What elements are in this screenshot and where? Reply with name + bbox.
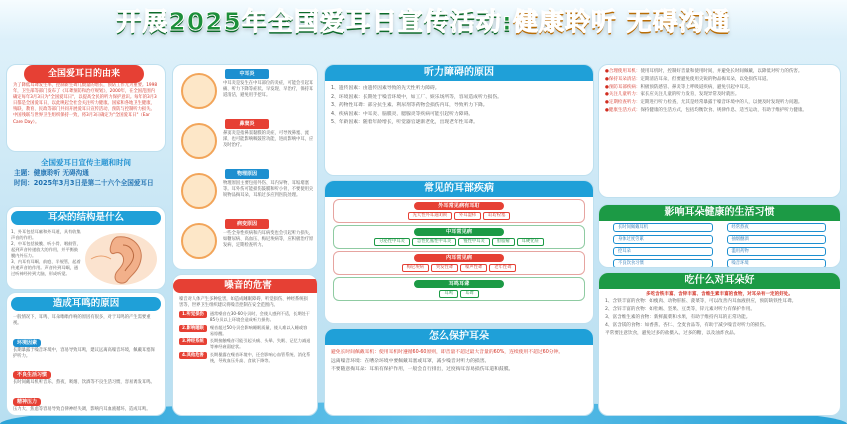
disease-tag: 分泌性中耳炎 bbox=[374, 238, 410, 246]
title-highlight: 健康聆听 无碍沟通 bbox=[512, 7, 731, 36]
disease-tag: 慢性中耳炎 bbox=[458, 238, 489, 246]
tip-head-5: ●定期检查听力： bbox=[605, 100, 641, 106]
cause-desc-1: 长期暴露于噪音环境中，容易导致耳鸣，建议远离高噪音环境，佩戴耳塞保护听力。 bbox=[13, 347, 155, 359]
disease-tag: 先天性外耳道闭锁 bbox=[408, 212, 452, 220]
diseases-heading: 常见的耳部疾病 bbox=[325, 181, 593, 197]
disease-group-head-3: 内耳常见病 bbox=[414, 254, 504, 262]
ear-structure-heading: 耳朵的结构是什么 bbox=[11, 211, 161, 225]
ear-illustration bbox=[81, 229, 161, 289]
ear-icon-1 bbox=[181, 73, 217, 109]
habits-panel bbox=[598, 204, 841, 268]
origin-text: 为了降低耳聋发生率，控制新生聋儿数量的增长，预防工作尤为重要。1998年，卫生部等部门发布了《耳聋预防和治疗规划》，2000年，在全国范围内确定每年3月3日为"全国爱耳日"，以提高全民的听力保护意识。每年的3月3日都是全国爱耳日，以此唤起全社会关注听力健康。国家和各地卫生健康、残联、教育、民政等部门共同开展爱耳日宣传活动，预防与控制听力损失。中国残联与世界卫生组织保持一致，将3月3日确定为"全国爱耳日"（Ear Care Day）。 bbox=[13, 83, 158, 125]
tip-text-6: 保持健康的生活方式，包括均衡饮食、规律作息、适当运动，有助于维护听力健康。 bbox=[640, 107, 807, 113]
disease-group-head-4: 耳鸣耳聋 bbox=[414, 280, 504, 288]
habit-item: 挖耳朵 bbox=[613, 247, 713, 256]
ear-structure-text bbox=[11, 229, 81, 289]
food-note: 平常要注意饮食，避免过多的盐摄入、过多的糖，以及油炸食品。 bbox=[605, 331, 739, 337]
tinnitus-causes-panel bbox=[6, 292, 166, 416]
food-item-2: 2、含锌丰富的食物：如牡蛎、坚果、豆类等，锌元素对听力有保护作用。 bbox=[605, 307, 755, 313]
origin-heading: 全国爱耳日的由来 bbox=[24, 65, 144, 83]
ear-structure-panel bbox=[6, 206, 166, 290]
section-label-2: 鼻窦炎 bbox=[225, 119, 269, 129]
disease-tag: 耵聍栓塞 bbox=[483, 212, 510, 220]
disease-tag: 胆脂瘤 bbox=[492, 238, 515, 246]
tip-text-2: 定期清洁耳朵，但要避免使用尖锐的物品掏耳朵，以免损伤耳道。 bbox=[640, 76, 771, 82]
disease-group-head-2: 中耳常见病 bbox=[414, 228, 504, 236]
ear-item-1: 1、外耳包括耳廓和外耳道，具有收集声音的作用。 bbox=[11, 229, 81, 240]
section-text-4: 一些全身性疾病和内耳病变也会引起听力损失，如糖尿病、高血压、梅尼埃病等，应积极治疗原发病，定期检查听力。 bbox=[223, 231, 314, 249]
protect-item-3: 不要随意掏耳朵：耳垢有保护作用，一般会自行排出，过度掏耳容易损伤耳道和鼓膜。 bbox=[331, 367, 514, 372]
protect-heading: 怎么保护耳朵 bbox=[325, 329, 593, 345]
noise-desc-4: 长期暴露在噪音环境中，还会影响心血管系统、消化系统，导致血压升高、食欲下降等。 bbox=[209, 351, 311, 363]
food-item-3: 3、富含维生素的食物：新鲜蔬菜和水果，有助于维持内耳的正常功能。 bbox=[605, 315, 751, 321]
hearing-cause-5: 5、年龄因素：随着年龄增长，听觉器官逐渐老化，出现老年性耳聋。 bbox=[331, 120, 478, 125]
theme-line: 主题：健康聆听 无碍沟通 bbox=[14, 169, 89, 177]
food-panel bbox=[598, 272, 841, 416]
ear-item-3: 3、内耳有耳蜗、前庭、半规管，起着传递声音的作用。声音传到耳蜗，通过听神经传到大脑，形成听觉。 bbox=[11, 259, 81, 276]
food-heading: 吃什么对耳朵好 bbox=[599, 273, 840, 289]
theme-panel bbox=[6, 154, 166, 204]
tip-head-2: ●保持耳朵清洁： bbox=[605, 76, 641, 82]
cause-desc-3: 压力大、焦虑等容易导致自律神经失调，影响内耳血液循环，造成耳鸣。 bbox=[13, 406, 151, 412]
tip-head-6: ●健康生活方式： bbox=[605, 107, 641, 113]
theme-heading: 全国爱耳日宣传主题和时间 bbox=[41, 158, 131, 167]
noise-desc-3: 长期接触噪音可能引起头痛、头晕、失眠、记忆力减退等神经衰弱症状。 bbox=[209, 338, 311, 350]
hearing-cause-1: 1、遗传因素：由遗传因素导致的先天性听力障碍。 bbox=[331, 86, 440, 91]
noise-tag-4: 4.其他危害 bbox=[179, 352, 207, 359]
noise-panel bbox=[172, 274, 318, 416]
ear-icon-4 bbox=[181, 223, 217, 259]
noise-desc-2: 噪音超过50分贝会影响睡眠质量，使人难以入睡或容易惊醒。 bbox=[209, 324, 308, 336]
protect-panel bbox=[324, 328, 594, 416]
tinnitus-causes-heading: 造成耳鸣的原因 bbox=[11, 297, 161, 311]
habit-item: 身体过度劳累 bbox=[613, 235, 713, 244]
disease-tag: 突发性聋 bbox=[431, 264, 458, 272]
tip-head-4: ●关注儿童听力： bbox=[605, 92, 641, 98]
food-item-1: 1、含铁丰富的食物：如瘦肉、动物肝脏、菠菜等，可以改善内耳血液供应，预防缺铁性耳聋。 bbox=[605, 299, 797, 304]
section-text-2: 鼻窦炎是指鼻窦黏膜的炎症，可导致鼻塞、流涕，也可能影响咽鼓管功能，进而影响中耳，应及时治疗。 bbox=[223, 131, 314, 149]
ear-icon bbox=[81, 229, 161, 289]
disease-tag: 老年性聋 bbox=[489, 264, 516, 272]
tip-text-4: 家长应关注儿童的听力发育，发现异常及时就医。 bbox=[640, 92, 740, 98]
habit-item: 不良饮食习惯 bbox=[613, 259, 713, 268]
disease-tag: 耳硬化症 bbox=[517, 238, 544, 246]
tinnitus-intro: 一般情况下，耳鸣、耳朵嗡嗡作响的原因有很多，对于耳鸣的产生需要重视。 bbox=[13, 315, 151, 327]
section-label-4: 病变原因 bbox=[225, 219, 269, 229]
habit-item: 长时间佩戴耳机 bbox=[613, 223, 713, 232]
tip-text-5: 定期进行听力检查，尤其是经常暴露于噪音环境中的人，以便及时发现听力问题。 bbox=[640, 100, 803, 106]
noise-tag-1: 1.听觉损伤 bbox=[179, 311, 207, 318]
ear-item-2: 2、中耳包括鼓膜、听小骨、咽鼓管，起到声音传递放大的作用，并平衡鼓膜内外压力。 bbox=[11, 241, 81, 258]
page-title bbox=[116, 7, 730, 36]
noise-tag-3: 3.神经系统 bbox=[179, 338, 207, 345]
section-label-1: 中耳炎 bbox=[225, 69, 269, 79]
disease-group-2 bbox=[333, 225, 585, 249]
disease-tag: 外耳湿疹 bbox=[454, 212, 481, 220]
food-item-4: 4、富含镁的食物：如香蕉、杏仁、全麦食品等，有助于减少噪音对听力的损伤。 bbox=[605, 323, 769, 329]
title-main: 开展2025年全国爱耳日宣传活动: bbox=[116, 7, 513, 36]
habit-item: 抽烟酗酒 bbox=[727, 235, 827, 244]
hearing-causes-heading: 听力障碍的原因 bbox=[325, 65, 593, 81]
protect-item-1: 避免长时间佩戴耳机：使用耳机时遵循60-60原则，即音量不超过最大音量的60%，连续使用不超过60分钟。 bbox=[331, 350, 564, 355]
tip-head-1: ●合理使用耳机： bbox=[605, 69, 641, 74]
habit-item: 滥用药物 bbox=[727, 247, 827, 256]
disease-group-3 bbox=[333, 251, 585, 275]
ear-icon-2 bbox=[181, 123, 217, 159]
section-text-1: 中耳炎是发生在中耳部位的炎症，可能会引起耳痛、听力下降等症状。早发现、早治疗，保持耳道清洁，避免用手挖耳。 bbox=[223, 81, 314, 99]
disease-tag: 梅尼埃病 bbox=[402, 264, 429, 272]
ear-icon-3 bbox=[181, 173, 217, 209]
header bbox=[0, 2, 847, 42]
hearing-cause-2: 2、环境因素：长期处于噪音环境中，如工厂、娱乐场所等，容易造成听力损伤。 bbox=[331, 94, 502, 100]
section-text-3: 物理原因主要包括外伤、耳内异物、耳垢堵塞等。耳外伤可能损伤鼓膜和听小骨，不要使用尖锐物品掏耳朵，耳垢过多应到医院处理。 bbox=[223, 181, 314, 199]
tips-panel bbox=[598, 64, 841, 198]
disease-tag: 急性化脓性中耳炎 bbox=[412, 238, 456, 246]
diseases-panel bbox=[324, 180, 594, 324]
protect-item-2: 远离噪音环境：在嘈杂环境中要佩戴耳塞或耳罩，减少噪音对听力的损害。 bbox=[331, 358, 490, 364]
ear-conditions-panel bbox=[172, 64, 318, 270]
cause-tag-2: 不良生活习惯 bbox=[13, 371, 51, 379]
disease-group-head-1: 外耳常见病有耳耵 bbox=[414, 202, 504, 210]
habit-item: 经常熬夜 bbox=[727, 223, 827, 232]
food-highlight: 多吃含铁丰富、含锌丰富、含维生素丰富的食物，对耳朵有一定的好处。 bbox=[645, 292, 793, 297]
tip-text-3: 积极预防感冒、鼻炎等上呼吸道疾病，避免引起中耳炎。 bbox=[640, 84, 753, 90]
hearing-causes-panel bbox=[324, 64, 594, 176]
disease-tag: 耳鸣 bbox=[439, 290, 458, 298]
noise-intro: 噪音对人体产生多种危害，如造成睡眠障碍、听觉损伤、神经系统损害等，世界卫生组织建议将噪音控制在安全范围内。 bbox=[179, 297, 308, 309]
disease-tag: 耳聋 bbox=[460, 290, 479, 298]
hearing-cause-4: 4、疾病因素：中耳炎、脑膜炎、腮腺炎等疾病可能引起听力障碍。 bbox=[331, 111, 474, 117]
disease-tag: 噪声性聋 bbox=[460, 264, 487, 272]
noise-heading: 噪音的危害 bbox=[173, 279, 318, 293]
cause-desc-2: 长时间戴耳机听音乐、熬夜、吸烟、饮酒等不良生活习惯，容易诱发耳鸣。 bbox=[13, 380, 155, 386]
tip-text-1: 使用耳机时，控制好音量和使用时间，并避免长时间佩戴，以降低对听力的伤害。 bbox=[640, 69, 803, 74]
habits-heading: 影响耳朵健康的生活习惯 bbox=[599, 205, 840, 221]
hearing-cause-3: 3、药物性耳聋：部分抗生素、利尿剂等药物会损伤内耳，导致听力下降。 bbox=[331, 103, 488, 108]
noise-desc-1: 通常噪音在30-60分贝时，会使人感到不适，长期处于85分贝以上环境会造成听力损伤。 bbox=[209, 311, 310, 322]
cause-tag-1: 环境因素 bbox=[13, 339, 41, 347]
section-label-3: 物理原因 bbox=[225, 169, 269, 179]
noise-tag-2: 2.影响睡眠 bbox=[179, 325, 207, 332]
habit-item: 噪音环境 bbox=[727, 259, 827, 268]
tip-head-3: ●预防耳部疾病： bbox=[605, 84, 641, 90]
disease-group-4 bbox=[333, 277, 585, 301]
time-line: 时间：2025年3月3日是第二十六个全国爱耳日 bbox=[14, 179, 154, 187]
cause-tag-3: 精神压力 bbox=[13, 398, 41, 406]
disease-group-1 bbox=[333, 199, 585, 223]
